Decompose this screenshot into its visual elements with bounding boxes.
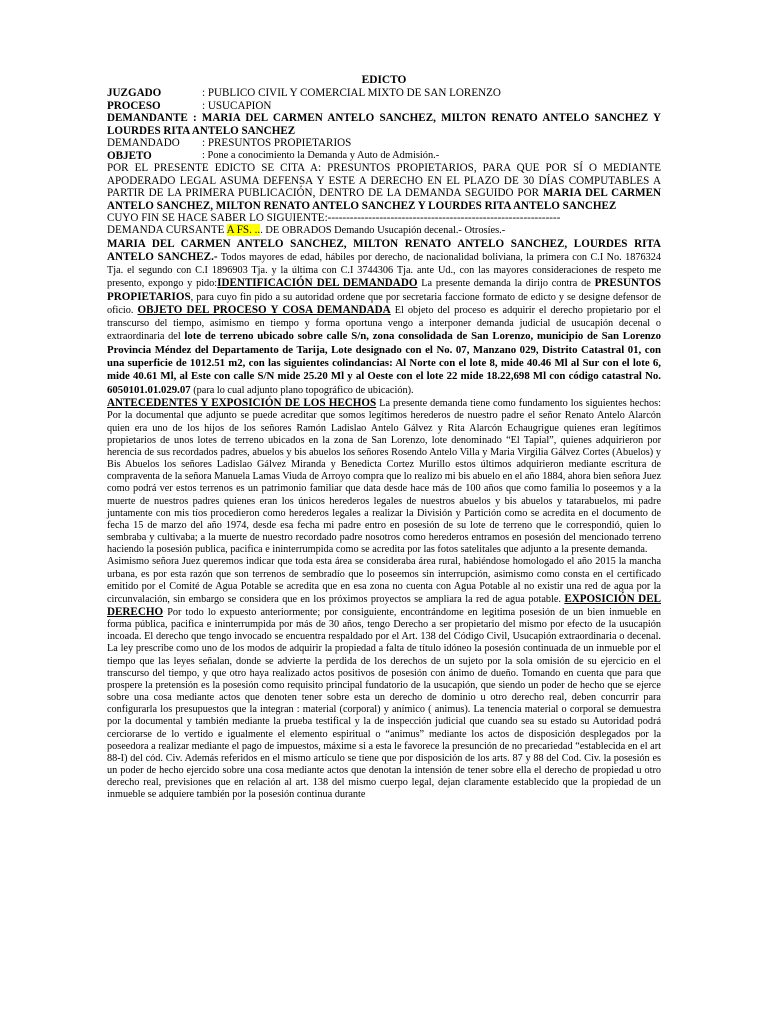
antecedentes-text: La presente demanda tiene como fundamento los siguientes hechos: Por la documental que adjunto se puede acreditar que somos legítimos herederos de nuestro padre el señor Renato Antelo Alarcón quien era uno de los hijos de los señores Ramón Ladislao Antelo Gálvez y Rita Alarcón Echaugrigue quienes eran legítimos propietarios de unos lotes de terreno ubicados en la zona de San Lorenzo, lote denominado “El Tapial”, quienes adquirieron por herencia de sus recordados padres, abuelos y bis abuelos los señores Rosendo Antelo Villa y Maria Virgilia Gálvez Cortes (Abuelos) y Bis Abuelos los señores Ladislao Gálvez Miranda y Benedicta Cortez Murillo estos últimos adquirieron mediante escritura de compraventa de la señora Manuela Lamas Viuda de Arroyo compra que lo realizo mi bis abuelo en el año 1884, ahora bien señora Juez como podrá ver estos terrenos es un patrimonio familiar que data desde hace más de 100 años que como familia lo poseemos y a la muerte de nuestros padres quienes eran los únicos herederos legales de nuestros abuelos y bis abuelos y tatarabuelos, mi padre juntamente con mis tíos procedieron como herederos legales a realizar la División y Partición como se acredita en el documento de fecha 15 de marzo del año 1974, desde esa fecha mi padre entro en posesión de su lote de terreno que le correspondió, quien lo sembraba y cultivaba; a la muerte de nuestro recordado padre nosotros como herederos entramos en posesión del mencionado terreno haciendo la posesión publica, pacifica e ininterrumpida como se acredita por las fotos satelitales que adjunto a la presente demanda. [107,398,661,556]
identificacion-text2: , para cuyo fin pido a su autoridad ordene que por secretaria faccione formato de edicto y se designe defensor de oficio. [107,291,661,317]
identificacion-text1: La presente demanda la dirijo contra de [417,278,595,290]
demandante-label: DEMANDANTE [107,112,188,125]
proceso-row [107,100,661,112]
identificacion-bold: PRESUNTOS PROPIETARIOS [107,277,662,303]
demandante-row [107,112,661,137]
identificacion-heading: IDENTIFICACIÓN DEL DEMANDADO [217,277,418,290]
demanda-line [107,224,661,237]
demandado-label: DEMANDADO [107,137,180,150]
intro-paragraph [107,238,661,397]
asimismo-paragraph [107,556,661,801]
intro-text: Todos mayores de edad, hábiles por derecho, de nacionalidad boliviana, la primera con C.I No. 1876324 Tja. el segundo con C.I 1896903 Tja. y la última con C.I 3744306 Tja. ante Ud., con las mayores consideraciones de respeto me presento, expongo y pido: [107,252,661,290]
objeto-proceso-bold: lote de terreno ubicado sobre calle S/n, zona consolidada de San Lorenzo, municipio de San Lorenzo Provincia Méndez del Departamento de Tarija, Lote designado con el No. 07, Manzano 029, Distrito Catastral 01, con una superficie de 1012.51 m2, con las siguientes colindancias: Al Norte con el lote 8, mide 40.46 Ml al Sur con el lote 6, mide 40.61 Ml, al Este con calle S/N mide 25.20 Ml y al Oeste con el lote 22 mide 18.22,698 Ml con código catastral No. 6050101.01.029.07 [107,330,661,396]
demanda-before: DEMANDA CURSANTE [107,224,227,237]
demandado-row [107,137,661,149]
citation-names: MARIA DEL CARMEN ANTELO SANCHEZ, MILTON RENATO ANTELO SANCHEZ Y LOURDES RITA ANTELO SANCHEZ [107,187,661,212]
juzgado-value: : PUBLICO CIVIL Y COMERCIAL MIXTO DE SAN LORENZO [202,87,501,100]
juzgado-row [107,87,661,99]
demandante-value: : MARIA DEL CARMEN ANTELO SANCHEZ, MILTON RENATO ANTELO SANCHEZ Y LOURDES RITA ANTELO SANCHEZ [107,112,661,137]
exposicion-text: Por todo lo expuesto anteriormente; por consiguiente, encontrándome en legitima posesión de un bien inmueble en forma pública, pacifica e ininterrumpida por más de 30 años, tengo Derecho a ser propietario del mismo por efecto de la usucapión incoada. El derecho que tengo invocado se encuentra respaldado por el Art. 138 del Código Civil, Usucapión extraordinaria o decenal. La ley prescribe como uno de los modos de adquirir la propiedad a falta de título idóneo la posesión continuada de un inmueble por el tiempo que las leyes señalan, donde se advierte la perdida de los derechos de un sujeto por la sola omisión de su ejercicio en el transcurso del tiempo, y que otro haya realizado actos positivos de posesión con ánimo de dueño. Tomando en cuenta que para que prospere la pretensión es la posesión como requisito principal fundatorio de la usucapión, que siendo un poder de hecho que se ejerce sobre una cosa mediante actos que denoten tener sobre esta un derecho de dominio u otro derecho real, deben concurrir para configurarla los presupuestos que la integran : material (corporal) y anímico ( animus). La tenencia material o corporal se demuestra por la documental y también mediante la prueba testifical y la de inspección judicial que cuando sea su estado su Autoridad podrá cerciorarse de lo vertido e igualmente el elemento espiritual o “animus” mediante los actos de disposición desplegados por la poseedora a realizar mediante el pago de impuestos, máxime si a esta le favorece la presunción de no precariedad “establecida en el art 88-I) del cód. Civ. Además referidos en el mismo artículo se tiene que por disposición de los arts. 87 y 88 del Cod. Civ. la posesión es un poder de hecho ejercido sobre una cosa mediante actos que denotan la intensión de tener sobre ella el derecho de propiedad u otro derecho real, previsiones que en relación al art. 138 del mismo cuerpo legal, dejan claramente establecido que la propiedad de un inmueble se adquiere también por la posesión continua durante [107,606,661,801]
citation-paragraph [107,162,661,212]
exposicion-heading: EXPOSICIÓN DEL DERECHO [107,592,661,618]
cuyo-line: CUYO FIN SE HACE SABER LO SIGUIENTE:--------------------------------------------------------------- [107,211,561,224]
antecedentes-heading: ANTECEDENTES Y EXPOSICIÓN DE LOS HECHOS [107,397,377,410]
objeto-value: : Pone a conocimiento la Demanda y Auto de Admisión.- [202,149,440,161]
objeto-row [107,150,661,162]
document-title: EDICTO [361,74,407,86]
objeto-proceso-heading: OBJETO DEL PROCESO Y COSA DEMANDADA [137,304,391,317]
objeto-proceso-text2: (para lo cual adjunto plano topográfico de ubicación). [190,384,414,396]
citation-text: POR EL PRESENTE EDICTO SE CITA A: PRESUNTOS PROPIETARIOS, PARA QUE POR SÍ O MEDIANTE APODERADO LEGAL ASUMA DEFENSA Y ESTE A DERECHO EN EL PLAZO DE 30 DÍAS COMPUTABLES A PARTIR DE LA PRIMERA PUBLICACIÓN, DENTRO DE LA DEMANDA SEGUIDO POR [107,162,661,200]
intro-names: MARIA DEL CARMEN ANTELO SANCHEZ, MILTON RENATO ANTELO SANCHEZ, LOURDES RITA ANTELO SANCHEZ.- [107,237,661,264]
demanda-after: . DE OBRADOS Demando Usucapión decenal.- Otrosíes.- [260,225,506,237]
demanda-highlight: A FS. .. [226,224,261,237]
edict-document [107,74,661,801]
objeto-proceso-text1: El objeto del proceso es adquirir el derecho propietario por el transcurso del tiempo, asimismo en tiempo y forma oportuna vengo a interponer demanda judicial de usucapión decenal o extraordinaria del [107,305,662,343]
proceso-label: PROCESO [107,99,161,112]
antecedentes-paragraph [107,397,661,556]
demandado-value: : PRESUNTOS PROPIETARIOS [202,137,352,150]
objeto-label: OBJETO [107,149,152,162]
asimismo-text: Asimismo señora Juez queremos indicar que toda esta área se consideraba área rural, habiéndose homologado el año 2015 la mancha urbana, es por esta razón que son terrenos de sembradío que lo poseemos sin interrupción, asimismo como consta en el certificado emitido por el Comité de Agua Potable se acredita que en esa zona no cuenta con Agua Potable al no existir una red de agua por la circunvalación, sin embargo se considera que en los próximos proyectos se ampliara la red de agua potable. [107,556,661,605]
proceso-value: : USUCAPION [202,99,272,112]
juzgado-label: JUZGADO [107,87,162,100]
